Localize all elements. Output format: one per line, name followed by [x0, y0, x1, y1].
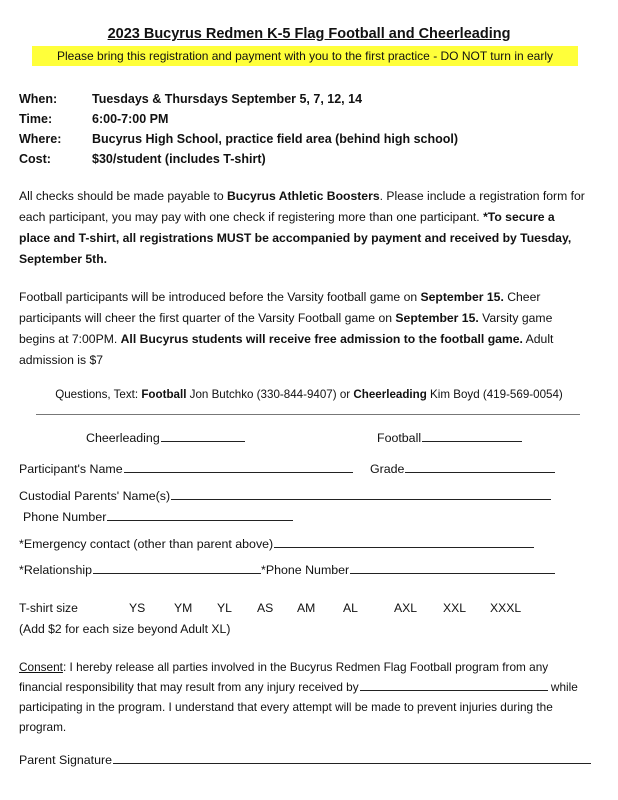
payee-name: Bucyrus Athletic Boosters: [227, 189, 380, 203]
grade-field: [370, 461, 555, 476]
relationship-field: [19, 562, 555, 577]
size-option-xxl[interactable]: XXL: [443, 601, 467, 615]
parents-name-field: [19, 488, 551, 503]
participant-name-label: Participant's Name: [19, 462, 123, 476]
consent-paragraph: [19, 657, 594, 737]
football-label: Football: [377, 431, 422, 445]
signature-label: Parent Signature: [19, 753, 112, 767]
size-option-ys[interactable]: YS: [129, 601, 146, 615]
cheerleading-label: Cheerleading: [86, 431, 160, 445]
when-label: When:: [19, 92, 58, 106]
where-label: Where:: [19, 132, 62, 146]
consent-text-1: : I hereby release all parties involved in the Bucyrus Redmen Flag Football program from any financial responsibility that may result from any injury received by: [19, 660, 549, 694]
grade-blank[interactable]: [405, 461, 555, 473]
emergency-contact-blank[interactable]: [274, 536, 534, 548]
size-option-am[interactable]: AM: [297, 601, 316, 615]
size-option-ym[interactable]: YM: [174, 601, 193, 615]
cheer-contact-label: Cheerleading: [353, 388, 427, 401]
phone-number-blank[interactable]: [107, 509, 293, 521]
emergency-phone-blank[interactable]: [350, 562, 555, 574]
size-option-axl[interactable]: AXL: [394, 601, 418, 615]
size-option-al[interactable]: AL: [343, 601, 358, 615]
consent-text-2: while participating in the program. I understand that every attempt will be made to prevent injuries during the program.: [19, 680, 578, 734]
when-value: Tuesdays & Thursdays September 5, 7, 12, 14: [92, 92, 363, 106]
game-text-c: Cheer participants will cheer the first quarter of the Varsity Football game on: [19, 290, 541, 325]
questions-prefix: Questions, Text:: [55, 388, 142, 401]
size-option-as[interactable]: AS: [257, 601, 274, 615]
emergency-contact-field: [19, 536, 534, 551]
signature-blank[interactable]: [113, 752, 591, 764]
divider-line: [36, 414, 580, 415]
free-admission-note: All Bucyrus students will receive free admission to the football game.: [120, 332, 523, 346]
emergency-contact-label: *Emergency contact (other than parent above): [19, 537, 274, 551]
cheerleading-field: [86, 430, 245, 445]
relationship-blank[interactable]: [93, 562, 261, 574]
game-paragraph: [19, 287, 589, 371]
emergency-phone-label: *Phone Number: [261, 563, 350, 577]
cost-label: Cost:: [19, 152, 51, 166]
highlight-note: [32, 46, 578, 66]
game-text-e: Varsity game begins at 7:00PM.: [19, 311, 553, 346]
football-contact: Jon Butchko (330-844-9407) or: [186, 388, 354, 401]
football-blank[interactable]: [422, 430, 522, 442]
time-label: Time:: [19, 112, 53, 126]
parents-name-label: Custodial Parents' Name(s): [19, 489, 171, 503]
tshirt-price-note: (Add $2 for each size beyond Adult XL): [19, 622, 231, 636]
participant-name-field: [19, 461, 353, 476]
game-date-1: September 15.: [420, 290, 504, 304]
highlight-note-text: Please bring this registration and payment with you to the first practice - DO NOT turn in early: [57, 49, 553, 63]
payment-deadline-note: *To secure a place and T-shirt, all registrations MUST be accompanied by payment and received by Tuesday, September 5th.: [19, 210, 572, 266]
where-value: Bucyrus High School, practice field area (behind high school): [92, 132, 459, 146]
phone-number-label: Phone Number: [23, 510, 107, 524]
football-contact-label: Football: [141, 388, 187, 401]
tshirt-size-label: T-shirt size: [19, 601, 78, 615]
signature-field: [19, 752, 591, 767]
adult-admission: Adult admission is $7: [19, 332, 554, 367]
parents-name-blank[interactable]: [171, 488, 551, 500]
phone-number-field: [23, 509, 293, 524]
participant-name-blank[interactable]: [124, 461, 353, 473]
relationship-label: *Relationship: [19, 563, 93, 577]
size-option-yl[interactable]: YL: [217, 601, 232, 615]
cost-value: $30/student (includes T-shirt): [92, 152, 266, 166]
participant-injury-blank[interactable]: [360, 679, 548, 691]
consent-label: Consent: [19, 660, 63, 674]
questions-line: [0, 388, 618, 401]
cheer-contact: Kim Boyd (419-569-0054): [426, 388, 563, 401]
form-title: 2023 Bucyrus Redmen K-5 Flag Football and Cheerleading: [107, 26, 511, 42]
football-field: [377, 430, 522, 445]
payment-paragraph: [19, 186, 589, 270]
cheerleading-blank[interactable]: [161, 430, 245, 442]
payment-text-a: All checks should be made payable to: [19, 189, 227, 203]
game-date-2: September 15.: [395, 311, 479, 325]
grade-label: Grade: [370, 462, 405, 476]
size-option-xxxl[interactable]: XXXL: [490, 601, 522, 615]
game-text-a: Football participants will be introduced before the Varsity football game on: [19, 290, 421, 304]
payment-text-c: . Please include a registration form for each participant, you may pay with one check if registering more than one participant.: [19, 189, 585, 224]
time-value: 6:00-7:00 PM: [92, 112, 169, 126]
